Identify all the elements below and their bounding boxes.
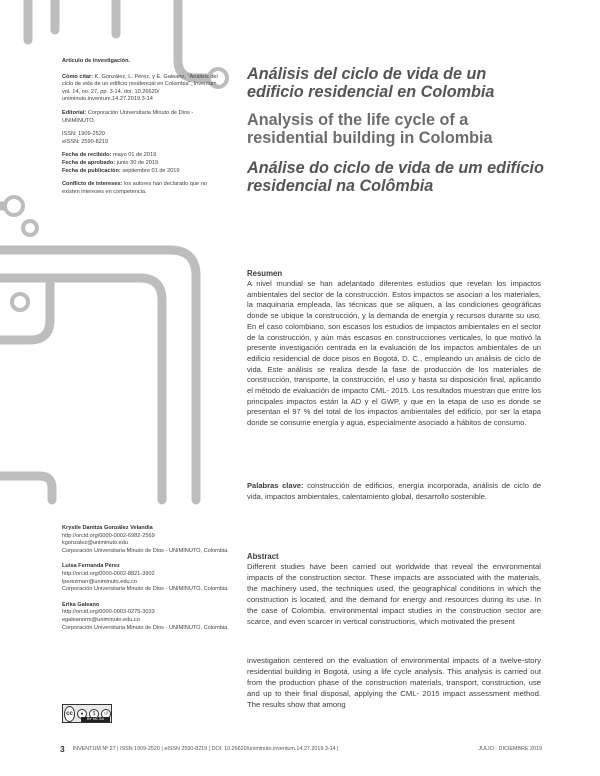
title-spanish: Análisis del ciclo de vida de un edificio residencial en Colombia — [247, 65, 495, 101]
page-number: 3 — [60, 744, 65, 754]
keywords — [247, 481, 541, 502]
author-email[interactable]: kgonzalez@uniminuto.edu — [62, 540, 129, 547]
footer-journal-info: INVENTUM Nº 27 | ISSN 1909-2520 | eISSN 2590-8219 | DOI: 10.26620/uniminuto.inventum.14.27.2019.3-14 | — [72, 746, 339, 752]
conflict-text: los autores han declarado que no existen intereses en competencia. — [62, 181, 207, 195]
author-entry — [62, 525, 230, 555]
issn: ISSN: 1909-2520 — [62, 131, 105, 138]
received-label: Fecha de recibido: — [62, 152, 112, 159]
author-orcid[interactable]: http://orcid.org/0000-0003-0275-3033 — [62, 609, 155, 616]
page-footer — [60, 744, 542, 754]
received-date: mayo 01 de 2019 — [113, 152, 157, 159]
keywords-text: construcción de edificios, energía incorporada, análisis de ciclo de vida, impactos ambientales, calentamiento global, desarrollo sostenible. — [247, 481, 541, 501]
author-orcid[interactable]: http://orcid.org/0000-0002-6982-2569 — [62, 532, 155, 539]
resumen-text: A nivel mundial se han adelantado diferentes estudios que revelan los impactos ambientales del sector de la construcción. Estos impactos se asocian a los materiales, la maquinaria empleada, las técnicas que se aliquen, a las condiciones geográficas donde se ubique la construcción, y la demanda de energía y recursos durante su uso. En el caso colombiano, son escasos los estudios de impactos ambientales en el sector de la construcción, y aún más escasos en construcciones verticales, lo que motivó la presente investigación centrada en la evaluación de los impactos ambientales de un edificio residencial de doce pisos en Bogotá, D. C., empleando un análisis de ciclo de vida. Este análisis se realiza desde la fase de producción de los materiales de construcción, transporte, la construcción, el uso y hasta su disposición final, aplicando el método de evaluación de impacto CML- 2015. Los resultados muestran que entre los principales impactos están la AD y el GWP, y que en la etapa de uso es donde se presentan el 97 % del total de los impactos ambientales del edificio, por ser la etapa donde se consume energía y agua, especialmente asociado a hábitos de consumo. — [247, 279, 541, 428]
author-name: Luisa Fernanda Pérez — [62, 563, 120, 570]
title-portuguese: Análise do ciclo de vida de um edifício residencial na Colômbia — [247, 159, 544, 195]
approved-label: Fecha de aprobado: — [62, 159, 116, 166]
author-affiliation: Corporación Universitaria Minuto de Dios - UNIMINUTO, Colombia. — [62, 547, 229, 554]
published-label: Fecha de publicación: — [62, 167, 121, 174]
cite-label: Cómo citar: — [62, 73, 94, 80]
author-email[interactable]: egaleanorm@uniminuto.edu.co — [62, 616, 140, 623]
sa-icon: ↺ — [101, 709, 111, 719]
title-english: Analysis of the life cycle of a residential building in Colombia — [247, 111, 493, 147]
author-entry — [62, 602, 230, 632]
author-email[interactable]: lperezmarr@uniminuto.edu.co — [62, 578, 138, 585]
author-affiliation: Corporación Universitaria Minuto de Dios - UNIMINUTO, Colombia. — [62, 624, 229, 631]
cc-license-badge[interactable] — [62, 704, 112, 723]
keywords-label: Palabras clave: — [247, 481, 304, 490]
license-label: BY NC SA — [81, 717, 110, 722]
conflict-label: Conflicto de intereses: — [62, 181, 123, 188]
article-metadata — [62, 58, 222, 196]
author-entry — [62, 563, 230, 593]
cite-text: K. González, L. Pérez, y E. Galeano, “Análisis del ciclo de vida de un edificio residencial en Colombia”, Inventum, vol. 14, no. 27, pp. 3-14. doi: 10.26620/ uniminuto.inventum.14.27.2019.3-14 — [62, 73, 219, 103]
editorial-label: Editorial: — [62, 109, 87, 116]
approved-date: junio 30 de 2019 — [116, 159, 159, 166]
eissn: eISSN: 2590-8219 — [62, 138, 109, 145]
nc-icon: $ — [89, 709, 99, 719]
author-orcid[interactable]: http://orcid.org/0000-0002-8821-3902 — [62, 570, 155, 577]
abstract-text-part1: Different studies have been carried out worldwide that reveal the environmental impacts of the construction sector. These impacts are associated with the materials, the machinery used, the techniques used, the geographical conditions in which the construction is located, and the demand for energy and resources during its use. In the case of Colombia, environmental impact studies in the construction sector are scarce, and even scarcer in vertical constructions, which motivated the present — [247, 562, 541, 626]
cc-icon: cc — [64, 706, 75, 722]
article-type: Artículo de investigación. — [62, 58, 131, 64]
author-name: Erika Galeano — [62, 601, 100, 608]
abstract-heading: Abstract — [247, 552, 279, 561]
footer-date: JULIO - DICIEMBRE 2019 — [478, 746, 542, 752]
published-date: septiembre 01 de 2019 — [122, 167, 180, 174]
editorial-text: Corporación Universitaria Minuto de Dios - UNIMINUTO. — [62, 109, 194, 124]
author-affiliation: Corporación Universitaria Minuto de Dios - UNIMINUTO, Colombia. — [62, 586, 229, 593]
authors-block — [62, 525, 230, 632]
resumen-heading: Resumen — [247, 269, 283, 278]
author-name: Krystle Danitza González Velandia — [62, 525, 153, 531]
by-icon: ● — [77, 709, 87, 719]
abstract-text-part2: investigation centered on the evaluation of environmental impacts of a twelve-story residential building in Bogotá, using a life cycle analysis. This analysis is carried out from the production phase of the construction materials, transport, construction, use and up to their final disposal, applying the CML- 2015 impact assessment method. The results show that among — [247, 656, 541, 709]
